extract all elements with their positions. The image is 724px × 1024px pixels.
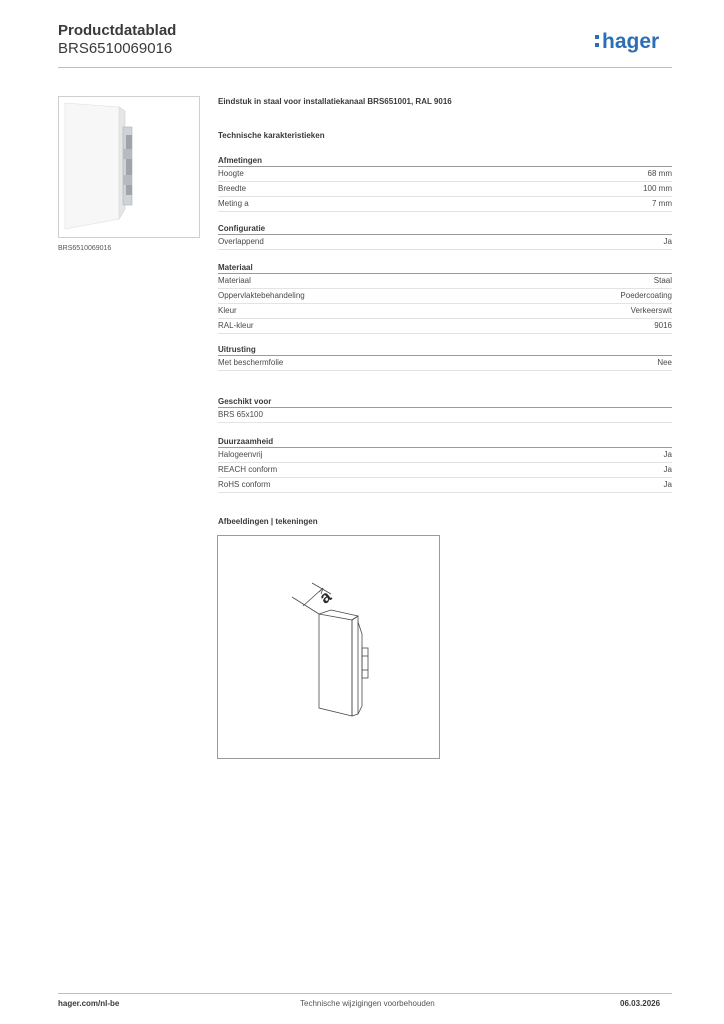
product-image <box>58 96 200 238</box>
table-row <box>218 356 672 371</box>
table-row <box>218 182 672 197</box>
section-title: Duurzaamheid <box>218 436 672 448</box>
row-label: Kleur <box>218 306 237 315</box>
row-value: Ja <box>663 450 672 459</box>
dimension-label: a <box>315 586 335 608</box>
logo-text: hager <box>602 30 660 53</box>
product-image-caption: BRS6510069016 <box>58 245 112 252</box>
row-value: 7 mm <box>652 199 672 208</box>
table-row <box>218 289 672 304</box>
images-heading: Afbeeldingen | tekeningen <box>218 517 318 526</box>
row-label: Meting a <box>218 199 249 208</box>
row-label: REACH conform <box>218 465 278 474</box>
row-label: Oppervlaktebehandeling <box>218 291 305 300</box>
row-label: RoHS conform <box>218 480 271 489</box>
table-row <box>218 274 672 289</box>
table-row <box>218 235 672 250</box>
footer-website-link[interactable]: hager.com/nl-be <box>58 999 120 1008</box>
row-value: Nee <box>657 358 672 367</box>
hager-logo <box>594 26 674 56</box>
row-label: Breedte <box>218 184 247 193</box>
section-afmetingen <box>218 155 672 212</box>
row-label: Hoogte <box>218 169 244 178</box>
section-title: Uitrusting <box>218 344 672 356</box>
table-row <box>218 408 672 423</box>
section-title: Materiaal <box>218 262 672 274</box>
row-label: Materiaal <box>218 276 251 285</box>
section-geschikt-voor <box>218 396 672 423</box>
row-value: 100 mm <box>643 184 672 193</box>
row-value: Verkeerswit <box>630 306 672 315</box>
section-title: Afmetingen <box>218 155 672 167</box>
product-description: Eindstuk in staal voor installatiekanaal BRS651001, RAL 9016 <box>218 97 452 106</box>
row-value: Poedercoating <box>620 291 672 300</box>
section-duurzaamheid <box>218 436 672 493</box>
table-row <box>218 463 672 478</box>
section-uitrusting <box>218 344 672 371</box>
product-render-icon <box>59 97 199 237</box>
row-value: Ja <box>663 237 672 246</box>
section-configuratie <box>218 223 672 250</box>
product-code: BRS6510069016 <box>58 40 173 57</box>
section-materiaal <box>218 262 672 334</box>
tech-heading: Technische karakteristieken <box>218 131 325 140</box>
row-label: Halogeenvrij <box>218 450 263 459</box>
row-value: Staal <box>653 276 672 285</box>
footer-disclaimer: Technische wijzigingen voorbehouden <box>300 999 435 1008</box>
page-title: Productdatablad <box>58 22 177 39</box>
row-value: 9016 <box>654 321 672 330</box>
row-label: Overlappend <box>218 237 264 246</box>
section-title: Geschikt voor <box>218 396 672 408</box>
row-value: Ja <box>663 465 672 474</box>
header-divider <box>58 67 672 68</box>
table-row <box>218 319 672 334</box>
row-label: RAL-kleur <box>218 321 254 330</box>
row-label: Met beschermfolie <box>218 358 284 367</box>
technical-drawing <box>217 535 440 759</box>
table-row <box>218 448 672 463</box>
table-row <box>218 167 672 182</box>
row-value: 68 mm <box>647 169 672 178</box>
table-row <box>218 197 672 212</box>
table-row <box>218 478 672 493</box>
footer-divider <box>58 993 672 994</box>
row-value: Ja <box>663 480 672 489</box>
end-cap-drawing-icon <box>218 536 439 758</box>
section-title: Configuratie <box>218 223 672 235</box>
footer-date: 06.03.2026 <box>620 999 661 1008</box>
row-label: BRS 65x100 <box>218 410 263 419</box>
table-row <box>218 304 672 319</box>
